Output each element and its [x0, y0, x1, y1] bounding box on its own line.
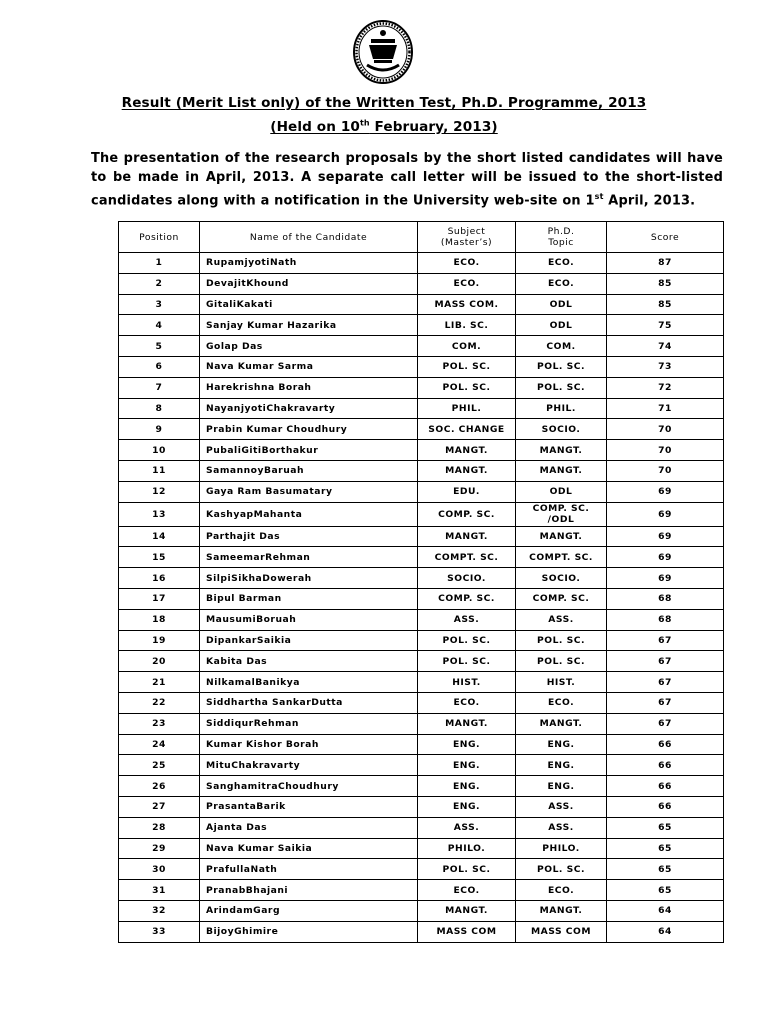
- cell-subject: EDU.: [418, 481, 516, 502]
- cell-topic: ECO.: [516, 273, 607, 294]
- cell-position: 5: [119, 336, 200, 357]
- table-row: [119, 419, 724, 440]
- table-row: [119, 859, 724, 880]
- title-line-1: Result (Merit List only) of the Written Test, Ph.D. Programme, 2013: [121, 95, 647, 111]
- cell-topic: PHIL.: [516, 398, 607, 419]
- cell-score: 69: [607, 526, 724, 547]
- cell-topic: ASS.: [516, 796, 607, 817]
- cell-score: 72: [607, 377, 724, 398]
- cell-name: PubaliGitiBorthakur: [200, 440, 418, 461]
- cell-position: 20: [119, 651, 200, 672]
- cell-subject: HIST.: [418, 672, 516, 693]
- cell-subject: MANGT.: [418, 460, 516, 481]
- university-seal-icon: [343, 19, 423, 85]
- cell-name: Parthajit Das: [200, 526, 418, 547]
- cell-name: Nava Kumar Sarma: [200, 356, 418, 377]
- header-topic: Ph.D. Topic: [516, 222, 607, 253]
- cell-topic: ENG.: [516, 755, 607, 776]
- cell-topic: ASS.: [516, 609, 607, 630]
- cell-position: 29: [119, 838, 200, 859]
- table-row: [119, 796, 724, 817]
- cell-position: 32: [119, 900, 200, 921]
- cell-position: 9: [119, 419, 200, 440]
- cell-name: SameemarRehman: [200, 547, 418, 568]
- cell-name: NayanjyotiChakravarty: [200, 398, 418, 419]
- cell-position: 19: [119, 630, 200, 651]
- cell-score: 67: [607, 630, 724, 651]
- cell-topic: COMP. SC.: [516, 588, 607, 609]
- cell-topic: ECO.: [516, 880, 607, 901]
- cell-score: 67: [607, 651, 724, 672]
- cell-score: 67: [607, 692, 724, 713]
- cell-name: SiddiqurRehman: [200, 713, 418, 734]
- cell-topic: POL. SC.: [516, 859, 607, 880]
- cell-score: 64: [607, 921, 724, 942]
- cell-score: 65: [607, 859, 724, 880]
- cell-position: 3: [119, 294, 200, 315]
- cell-topic: MANGT.: [516, 460, 607, 481]
- cell-topic: POL. SC.: [516, 630, 607, 651]
- cell-position: 17: [119, 588, 200, 609]
- cell-score: 75: [607, 315, 724, 336]
- cell-name: MituChakravarty: [200, 755, 418, 776]
- cell-position: 2: [119, 273, 200, 294]
- cell-position: 13: [119, 502, 200, 526]
- cell-topic: ECO.: [516, 692, 607, 713]
- cell-topic: ECO.: [516, 253, 607, 274]
- cell-topic: POL. SC.: [516, 356, 607, 377]
- intro-paragraph: The presentation of the research proposals by the short listed candidates will have to be made in April, 2013. A separate call letter will be issued to the short-listed candidates along with a notification in the University web-site on 1st April, 2013.: [91, 151, 723, 209]
- table-row: [119, 336, 724, 357]
- cell-topic: MANGT.: [516, 713, 607, 734]
- table-row: [119, 630, 724, 651]
- table-row: [119, 568, 724, 589]
- cell-position: 4: [119, 315, 200, 336]
- cell-score: 85: [607, 273, 724, 294]
- cell-name: SilpiSikhaDowerah: [200, 568, 418, 589]
- table-row: [119, 273, 724, 294]
- table-row: [119, 713, 724, 734]
- cell-position: 30: [119, 859, 200, 880]
- cell-score: 66: [607, 734, 724, 755]
- cell-position: 12: [119, 481, 200, 502]
- cell-subject: POL. SC.: [418, 859, 516, 880]
- table-header-row: [119, 222, 724, 253]
- cell-name: PrasantaBarik: [200, 796, 418, 817]
- cell-name: SanghamitraChoudhury: [200, 776, 418, 797]
- cell-name: DipankarSaikia: [200, 630, 418, 651]
- cell-position: 15: [119, 547, 200, 568]
- cell-name: Bipul Barman: [200, 588, 418, 609]
- cell-score: 69: [607, 547, 724, 568]
- cell-subject: SOCIO.: [418, 568, 516, 589]
- table-row: [119, 692, 724, 713]
- cell-subject: PHIL.: [418, 398, 516, 419]
- cell-topic: ENG.: [516, 734, 607, 755]
- cell-position: 10: [119, 440, 200, 461]
- cell-subject: POL. SC.: [418, 377, 516, 398]
- cell-position: 16: [119, 568, 200, 589]
- cell-subject: POL. SC.: [418, 651, 516, 672]
- cell-score: 70: [607, 419, 724, 440]
- cell-subject: ENG.: [418, 796, 516, 817]
- cell-score: 68: [607, 588, 724, 609]
- cell-score: 65: [607, 838, 724, 859]
- cell-subject: ECO.: [418, 692, 516, 713]
- header-score: Score: [607, 222, 724, 253]
- cell-name: RupamjyotiNath: [200, 253, 418, 274]
- table-row: [119, 460, 724, 481]
- cell-score: 70: [607, 460, 724, 481]
- cell-score: 69: [607, 481, 724, 502]
- merit-list-table: [118, 221, 724, 943]
- cell-name: Sanjay Kumar Hazarika: [200, 315, 418, 336]
- cell-subject: SOC. CHANGE: [418, 419, 516, 440]
- cell-topic: SOCIO.: [516, 568, 607, 589]
- table-row: [119, 651, 724, 672]
- cell-position: 21: [119, 672, 200, 693]
- cell-position: 18: [119, 609, 200, 630]
- cell-score: 65: [607, 817, 724, 838]
- cell-subject: ECO.: [418, 253, 516, 274]
- cell-subject: LIB. SC.: [418, 315, 516, 336]
- cell-position: 8: [119, 398, 200, 419]
- cell-score: 64: [607, 900, 724, 921]
- cell-name: ArindamGarg: [200, 900, 418, 921]
- table-row: [119, 734, 724, 755]
- cell-subject: ECO.: [418, 273, 516, 294]
- cell-score: 71: [607, 398, 724, 419]
- table-row: [119, 588, 724, 609]
- cell-position: 7: [119, 377, 200, 398]
- cell-subject: COMP. SC.: [418, 502, 516, 526]
- cell-subject: ENG.: [418, 776, 516, 797]
- cell-name: Golap Das: [200, 336, 418, 357]
- cell-position: 6: [119, 356, 200, 377]
- cell-topic: MANGT.: [516, 440, 607, 461]
- cell-topic: COMP. SC. /ODL: [516, 502, 607, 526]
- table-row: [119, 398, 724, 419]
- cell-subject: MANGT.: [418, 713, 516, 734]
- cell-topic: SOCIO.: [516, 419, 607, 440]
- cell-topic: ODL: [516, 481, 607, 502]
- cell-topic: ODL: [516, 315, 607, 336]
- table-row: [119, 672, 724, 693]
- table-row: [119, 294, 724, 315]
- cell-score: 73: [607, 356, 724, 377]
- cell-name: PranabBhajani: [200, 880, 418, 901]
- cell-name: KashyapMahanta: [200, 502, 418, 526]
- cell-name: BijoyGhimire: [200, 921, 418, 942]
- table-row: [119, 315, 724, 336]
- header-name: Name of the Candidate: [200, 222, 418, 253]
- table-row: [119, 547, 724, 568]
- cell-subject: MANGT.: [418, 440, 516, 461]
- cell-score: 67: [607, 672, 724, 693]
- cell-name: MausumiBoruah: [200, 609, 418, 630]
- page-subtitle: [0, 118, 768, 135]
- cell-topic: POL. SC.: [516, 651, 607, 672]
- cell-position: 33: [119, 921, 200, 942]
- cell-position: 31: [119, 880, 200, 901]
- table-row: [119, 356, 724, 377]
- table-row: [119, 526, 724, 547]
- cell-position: 14: [119, 526, 200, 547]
- cell-score: 69: [607, 568, 724, 589]
- cell-subject: MANGT.: [418, 526, 516, 547]
- cell-name: Gaya Ram Basumatary: [200, 481, 418, 502]
- cell-position: 28: [119, 817, 200, 838]
- table-row: [119, 900, 724, 921]
- cell-topic: ODL: [516, 294, 607, 315]
- header-subject: Subject (Master’s): [418, 222, 516, 253]
- cell-topic: COM.: [516, 336, 607, 357]
- cell-subject: COMPT. SC.: [418, 547, 516, 568]
- cell-topic: PHILO.: [516, 838, 607, 859]
- cell-name: PrafullaNath: [200, 859, 418, 880]
- cell-topic: MANGT.: [516, 526, 607, 547]
- cell-position: 22: [119, 692, 200, 713]
- cell-score: 67: [607, 713, 724, 734]
- cell-name: SamannoyBaruah: [200, 460, 418, 481]
- cell-subject: COM.: [418, 336, 516, 357]
- cell-score: 66: [607, 755, 724, 776]
- page-title: [0, 95, 768, 111]
- cell-score: 74: [607, 336, 724, 357]
- cell-position: 23: [119, 713, 200, 734]
- table-row: [119, 502, 724, 526]
- cell-position: 24: [119, 734, 200, 755]
- cell-position: 25: [119, 755, 200, 776]
- cell-name: DevajitKhound: [200, 273, 418, 294]
- cell-topic: MANGT.: [516, 900, 607, 921]
- cell-topic: ASS.: [516, 817, 607, 838]
- cell-score: 66: [607, 776, 724, 797]
- cell-position: 27: [119, 796, 200, 817]
- table-row: [119, 838, 724, 859]
- cell-topic: COMPT. SC.: [516, 547, 607, 568]
- table-row: [119, 253, 724, 274]
- cell-subject: MASS COM: [418, 921, 516, 942]
- cell-score: 87: [607, 253, 724, 274]
- cell-subject: ASS.: [418, 609, 516, 630]
- cell-topic: MASS COM: [516, 921, 607, 942]
- cell-name: Kabita Das: [200, 651, 418, 672]
- cell-name: GitaliKakati: [200, 294, 418, 315]
- cell-score: 68: [607, 609, 724, 630]
- cell-subject: MANGT.: [418, 900, 516, 921]
- table-row: [119, 440, 724, 461]
- cell-subject: ECO.: [418, 880, 516, 901]
- cell-subject: ENG.: [418, 734, 516, 755]
- title-line-2: (Held on 10th February, 2013): [270, 118, 498, 135]
- cell-position: 11: [119, 460, 200, 481]
- table-row: [119, 755, 724, 776]
- cell-topic: ENG.: [516, 776, 607, 797]
- header-position: Position: [119, 222, 200, 253]
- table-row: [119, 481, 724, 502]
- cell-name: Nava Kumar Saikia: [200, 838, 418, 859]
- cell-subject: COMP. SC.: [418, 588, 516, 609]
- cell-score: 85: [607, 294, 724, 315]
- cell-subject: POL. SC.: [418, 356, 516, 377]
- table-row: [119, 880, 724, 901]
- cell-position: 26: [119, 776, 200, 797]
- cell-position: 1: [119, 253, 200, 274]
- cell-score: 65: [607, 880, 724, 901]
- cell-score: 66: [607, 796, 724, 817]
- cell-name: NilkamalBanikya: [200, 672, 418, 693]
- cell-score: 69: [607, 502, 724, 526]
- cell-subject: POL. SC.: [418, 630, 516, 651]
- table-row: [119, 817, 724, 838]
- table-row: [119, 377, 724, 398]
- cell-name: Harekrishna Borah: [200, 377, 418, 398]
- table-row: [119, 776, 724, 797]
- cell-subject: PHILO.: [418, 838, 516, 859]
- cell-name: Kumar Kishor Borah: [200, 734, 418, 755]
- table-row: [119, 609, 724, 630]
- cell-score: 70: [607, 440, 724, 461]
- cell-name: Prabin Kumar Choudhury: [200, 419, 418, 440]
- cell-name: Siddhartha SankarDutta: [200, 692, 418, 713]
- cell-name: Ajanta Das: [200, 817, 418, 838]
- cell-topic: HIST.: [516, 672, 607, 693]
- cell-subject: ASS.: [418, 817, 516, 838]
- cell-subject: MASS COM.: [418, 294, 516, 315]
- cell-topic: POL. SC.: [516, 377, 607, 398]
- cell-subject: ENG.: [418, 755, 516, 776]
- table-row: [119, 921, 724, 942]
